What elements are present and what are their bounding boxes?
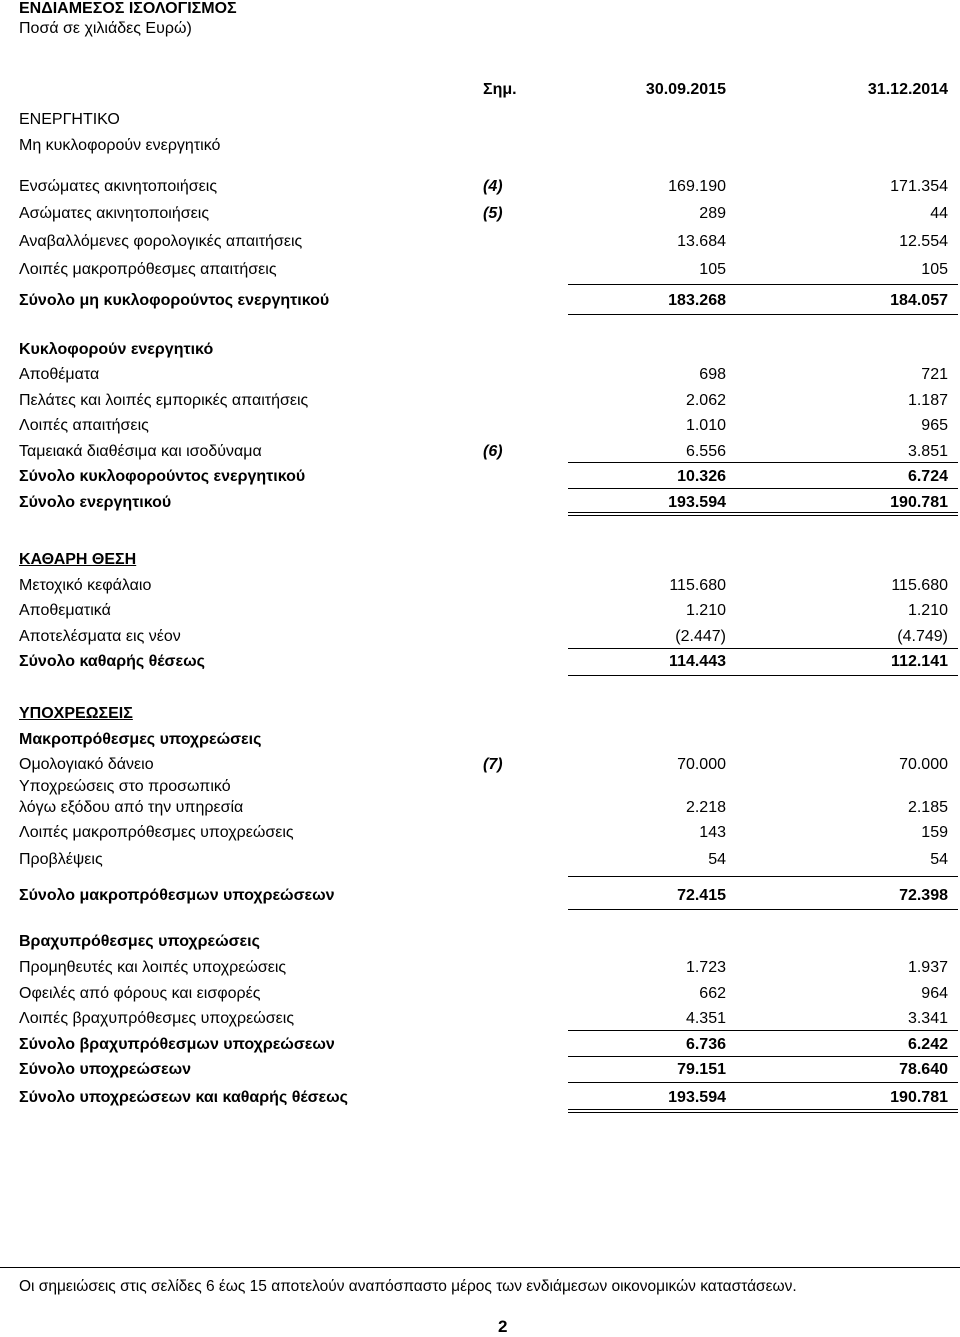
row-label: Σύνολο κυκλοφορούντος ενεργητικού <box>19 468 306 485</box>
row-value-period1: 2.062 <box>685 392 726 409</box>
row-value-period2: 964 <box>921 985 948 1002</box>
row-label: Σύνολο βραχυπρόθεσμων υποχρεώσεων <box>19 1036 335 1053</box>
row-label: Σύνολο μη κυκλοφορούντος ενεργητικού <box>19 292 330 309</box>
row-value-period2: 72.398 <box>899 887 948 904</box>
divider <box>568 675 958 676</box>
row-label: Λοιπές μακροπρόθεσμες απαιτήσεις <box>19 261 277 278</box>
row-value-period1: 143 <box>699 824 726 841</box>
column-header-period2: 31.12.2014 <box>867 81 948 98</box>
row-value-period2: 2.185 <box>907 799 948 816</box>
double-divider <box>568 1109 958 1113</box>
row-value-period2: 44 <box>930 205 948 222</box>
row-value-period1: (2.447) <box>675 628 726 645</box>
row-value-period2: 78.640 <box>899 1061 948 1078</box>
divider <box>568 1082 958 1083</box>
row-value-period1: 114.443 <box>669 653 726 670</box>
row-value-period1: 115.680 <box>669 577 726 594</box>
divider <box>568 314 958 315</box>
footer-divider <box>0 1267 960 1268</box>
row-value-period1: 6.556 <box>685 443 726 460</box>
row-value-period2: (4.749) <box>897 628 948 645</box>
row-label: Αναβαλλόμενες φορολογικές απαιτήσεις <box>19 233 303 250</box>
section-heading-assets: ΕΝΕΡΓΗΤΙΚΟ <box>19 111 120 128</box>
row-value-period2: 1.210 <box>907 602 948 619</box>
row-value-period2: 190.781 <box>890 494 948 511</box>
row-label-line2: λόγω εξόδου από την υπηρεσία <box>19 799 244 816</box>
row-label: Αποτελέσματα εις νέον <box>19 628 181 645</box>
row-value-period1: 698 <box>699 366 726 383</box>
subheading-non-current-liabilities: Μακροπρόθεσμες υποχρεώσεις <box>19 731 262 748</box>
row-label: Σύνολο μακροπρόθεσμων υποχρεώσεων <box>19 887 335 904</box>
row-label: Σύνολο καθαρής θέσεως <box>19 653 205 670</box>
row-value-period2: 171.354 <box>890 178 948 195</box>
row-label: Ταμειακά διαθέσιμα και ισοδύναμα <box>19 443 262 460</box>
subheading-current-assets: Κυκλοφορούν ενεργητικό <box>19 341 214 358</box>
row-note: (5) <box>483 205 503 222</box>
row-value-period1: 4.351 <box>685 1010 726 1027</box>
divider <box>568 648 958 649</box>
row-value-period2: 1.937 <box>907 959 948 976</box>
divider <box>568 462 958 463</box>
row-value-period1: 13.684 <box>677 233 726 250</box>
row-value-period1: 1.010 <box>685 417 726 434</box>
page-title: ΕΝΔΙΑΜΕΣΟΣ ΙΣΟΛΟΓΙΣΜΟΣ <box>19 0 237 17</box>
row-note: (6) <box>483 443 503 460</box>
divider <box>568 909 958 910</box>
row-value-period1: 72.415 <box>677 887 726 904</box>
row-label: Προμηθευτές και λοιπές υποχρεώσεις <box>19 959 287 976</box>
row-label: Λοιπές βραχυπρόθεσμες υποχρεώσεις <box>19 1010 295 1027</box>
row-value-period2: 115.680 <box>891 577 948 594</box>
column-header-note: Σημ. <box>483 81 517 98</box>
section-heading-liabilities: ΥΠΟΧΡΕΩΣΕΙΣ <box>19 705 133 722</box>
row-label-line1: Υποχρεώσεις στο προσωπικό <box>19 778 231 795</box>
row-value-period2: 70.000 <box>899 756 948 773</box>
row-value-period1: 289 <box>699 205 726 222</box>
row-value-period1: 2.218 <box>685 799 726 816</box>
row-value-period2: 1.187 <box>907 392 948 409</box>
row-value-period1: 6.736 <box>685 1036 726 1053</box>
row-label: Ομολογιακό δάνειο <box>19 756 154 773</box>
row-value-period1: 193.594 <box>668 1089 726 1106</box>
row-value-period2: 105 <box>921 261 948 278</box>
row-value-period2: 3.341 <box>907 1010 948 1027</box>
row-label: Σύνολο ενεργητικού <box>19 494 172 511</box>
row-value-period2: 54 <box>930 851 948 868</box>
row-label: Πελάτες και λοιπές εμπορικές απαιτήσεις <box>19 392 309 409</box>
row-value-period1: 193.594 <box>668 494 726 511</box>
row-label: Οφειλές από φόρους και εισφορές <box>19 985 261 1002</box>
divider <box>568 488 958 489</box>
page-number: 2 <box>498 1317 508 1336</box>
row-value-period1: 169.190 <box>668 178 726 195</box>
divider <box>568 1056 958 1057</box>
row-value-period2: 721 <box>921 366 948 383</box>
row-value-period1: 183.268 <box>668 292 726 309</box>
row-label: Λοιπές απαιτήσεις <box>19 417 149 434</box>
divider <box>568 284 958 285</box>
row-value-period1: 70.000 <box>677 756 726 773</box>
divider <box>568 876 958 877</box>
row-value-period2: 190.781 <box>890 1089 948 1106</box>
section-heading-equity: ΚΑΘΑΡΗ ΘΕΣΗ <box>19 551 137 568</box>
row-value-period1: 10.326 <box>677 468 726 485</box>
row-label: Ενσώματες ακινητοποιήσεις <box>19 178 218 195</box>
subheading-non-current-assets: Μη κυκλοφορούν ενεργητικό <box>19 137 221 154</box>
row-value-period1: 79.151 <box>677 1061 726 1078</box>
row-label: Ασώματες ακινητοποιήσεις <box>19 205 210 222</box>
row-value-period2: 6.242 <box>907 1036 948 1053</box>
row-value-period2: 184.057 <box>890 292 948 309</box>
page-subtitle: Ποσά σε χιλιάδες Ευρώ) <box>19 20 192 37</box>
row-value-period1: 54 <box>708 851 726 868</box>
row-label: Λοιπές μακροπρόθεσμες υποχρεώσεις <box>19 824 294 841</box>
row-value-period1: 1.210 <box>685 602 726 619</box>
subheading-current-liabilities: Βραχυπρόθεσμες υποχρεώσεις <box>19 933 260 950</box>
row-value-period2: 965 <box>921 417 948 434</box>
row-value-period1: 662 <box>699 985 726 1002</box>
row-value-period1: 105 <box>699 261 726 278</box>
column-header-period1: 30.09.2015 <box>645 81 726 98</box>
row-value-period2: 12.554 <box>899 233 948 250</box>
row-label: Αποθεματικά <box>19 602 111 619</box>
row-label: Προβλέψεις <box>19 851 103 868</box>
row-value-period2: 3.851 <box>907 443 948 460</box>
double-divider <box>568 512 958 516</box>
row-label: Σύνολο υποχρεώσεων <box>19 1061 191 1078</box>
row-label: Αποθέματα <box>19 366 100 383</box>
footer-note: Οι σημειώσεις στις σελίδες 6 έως 15 αποτελούν αναπόσπαστο μέρος των ενδιάμεσων οικονομικών καταστάσεων. <box>19 1278 797 1295</box>
row-label: Μετοχικό κεφάλαιο <box>19 577 152 594</box>
row-note: (4) <box>483 178 503 195</box>
row-value-period2: 159 <box>921 824 948 841</box>
row-value-period2: 112.141 <box>891 653 948 670</box>
divider <box>568 1030 958 1031</box>
row-value-period2: 6.724 <box>907 468 948 485</box>
row-value-period1: 1.723 <box>685 959 726 976</box>
row-note: (7) <box>483 756 503 773</box>
row-label: Σύνολο υποχρεώσεων και καθαρής θέσεως <box>19 1089 348 1106</box>
